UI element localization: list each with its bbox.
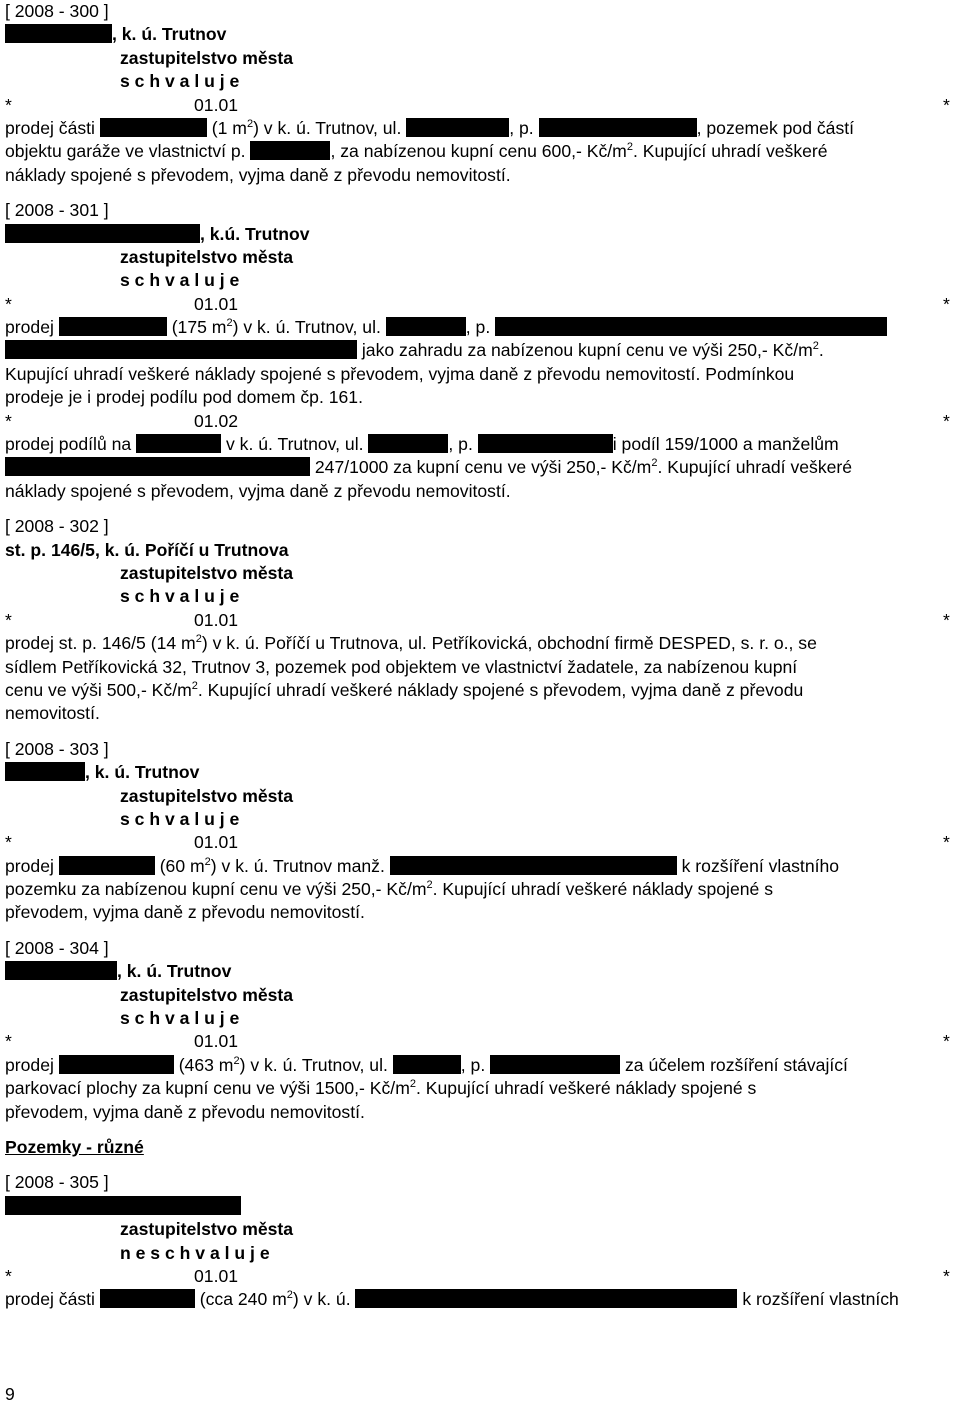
item-text [5,316,960,339]
superscript: 2 [286,1289,293,1302]
text-run: prodej [5,855,59,876]
redaction [5,340,357,359]
item-text: převodem, vyjma daně z převodu nemovitostí. [5,1101,365,1122]
text-run: . Kupující uhradí veškeré [657,457,853,478]
text-run: . Kupující uhradí veškeré náklady spojené s [432,879,773,900]
text-run: , p. [460,1054,491,1075]
superscript: 2 [233,1054,240,1067]
item-number: 01.02 [194,410,239,431]
item-text [5,1077,960,1100]
section-subject: st. p. 146/5, k. ú. Poříčí u Trutnova [5,539,289,560]
redaction [406,118,509,137]
resolution-verb: s c h v a l u j e [120,1008,240,1029]
redaction [5,457,310,476]
item-number: 01.01 [194,609,239,630]
council-label: zastupitelstvo města [120,47,294,68]
redaction [5,224,200,243]
text-run: (1 m [211,117,247,138]
superscript: 2 [409,1078,416,1091]
redaction [59,856,155,875]
text-run: , p. [448,434,478,455]
council-label: zastupitelstvo města [120,246,294,267]
superscript: 2 [651,457,658,470]
text-run: , pozemek pod částí [696,117,855,138]
section-ref: [ 2008 - 300 ] [5,1,109,21]
star-marker: * [943,609,950,630]
text-run: ) v k. ú. Trutnov, ul. [232,317,386,338]
section-heading: Pozemky - různé [5,1136,144,1157]
star-marker: * [5,1031,12,1052]
star-marker: * [5,1265,12,1286]
section-subject [5,1195,960,1218]
item-text: Kupující uhradí veškeré náklady spojené s převodem, vyjma daně z převodu nemovitostí. Podmínkou [5,363,795,384]
item-number-row [5,293,960,316]
text-run: (463 m [178,1054,234,1075]
item-text: převodem, vyjma daně z převodu nemovitostí. [5,902,365,923]
redaction [478,434,613,453]
resolution-verb: s c h v a l u j e [120,808,240,829]
redaction [5,24,112,43]
redaction [5,1196,241,1215]
redaction [393,1055,461,1074]
text-run: v k. ú. Trutnov, ul. [225,434,369,455]
superscript: 2 [426,879,433,892]
text-run: , p. [465,317,496,338]
redaction [5,762,85,781]
star-marker: * [5,410,12,431]
text-run: prodej [5,317,59,338]
text-run: prodej části [5,117,100,138]
text-run: , za nabízenou kupní cenu 600,- Kč/m [330,141,627,162]
section-subject [5,960,960,983]
resolution-verb: n e s c h v a l u j e [120,1242,270,1263]
item-number: 01.01 [194,1265,239,1286]
text-run: ) v k. ú. Trutnov, ul. [253,117,407,138]
text-run: cenu ve výši 500,- Kč/m [5,679,192,700]
text-run: prodej st. p. 146/5 (14 m [5,633,196,654]
item-text [5,1288,960,1311]
text-run: parkovací plochy za kupní cenu ve výši 1500,- Kč/m [5,1078,410,1099]
redaction [490,1055,620,1074]
superscript: 2 [191,679,198,692]
item-text [5,878,960,901]
text-run: ) v k. ú. Trutnov, ul. [239,1054,393,1075]
redaction [5,961,117,980]
text-run: k rozšíření vlastních [742,1289,899,1310]
section-ref: [ 2008 - 305 ] [5,1172,109,1193]
redaction [390,856,677,875]
resolution-verb: s c h v a l u j e [120,586,240,607]
item-text: sídlem Petříkovická 32, Trutnov 3, pozemek pod objektem ve vlastnictví žadatele, za nabízenou kupní [5,656,798,677]
superscript: 2 [195,633,202,646]
text-run: 247/1000 za kupní cenu ve výši 250,- Kč/m [314,457,652,478]
text-run: . Kupující uhradí veškeré náklady spojené s převodem, vyjma daně z převodu [197,679,804,700]
star-marker: * [943,94,950,115]
text-run: prodej [5,1054,59,1075]
item-text: nemovitostí. [5,703,100,724]
council-label: zastupitelstvo města [120,1219,294,1240]
text-run: . Kupující uhradí veškeré náklady spojené s [415,1078,757,1099]
text-run: . Kupující uhradí veškeré [632,141,828,162]
text-run: (60 m [159,855,205,876]
superscript: 2 [246,117,254,130]
item-text [5,679,960,702]
redaction [100,1289,195,1308]
redaction [59,317,167,336]
redaction [386,317,466,336]
item-number: 01.01 [194,94,239,115]
item-text [5,140,960,163]
star-marker: * [5,94,12,115]
council-label: zastupitelstvo města [120,984,294,1005]
item-number: 01.01 [194,1031,239,1052]
redaction [100,118,207,137]
superscript: 2 [812,340,819,353]
item-number-row [5,831,960,854]
star-marker: * [5,832,12,853]
item-text [5,433,960,456]
text-run: ) v k. ú. [292,1289,356,1310]
superscript: 2 [226,317,233,330]
item-number-row [5,609,960,632]
text-run: , k. ú. Trutnov [112,24,227,45]
text-run: objektu garáže ve vlastnictví p. [5,141,251,162]
item-text [5,339,960,362]
redaction [368,434,448,453]
text-run: , p. [509,117,539,138]
text-run: pozemku za nabízenou kupní cenu ve výši 250,- Kč/m [5,879,427,900]
section-ref: [ 2008 - 303 ] [5,738,109,759]
text-run: jako zahradu za nabízenou kupní cenu ve výši 250,- Kč/m [361,340,813,361]
item-text: náklady spojené s převodem, vyjma daně z převodu nemovitostí. [5,480,511,501]
item-number-row [5,1265,960,1288]
resolution-verb: s c h v a l u j e [120,71,240,92]
resolution-verb: s c h v a l u j e [120,270,240,291]
text-run: ) v k. ú. Poříčí u Trutnova, ul. Petříkovická, obchodní firmě DESPED, s. r. o., se [201,633,817,654]
document-page [5,0,960,1312]
page-number: 9 [5,1384,15,1404]
text-run: i podíl 159/1000 a manželům [612,434,839,455]
item-text [5,632,960,655]
item-number-row [5,410,960,433]
council-label: zastupitelstvo města [120,785,294,806]
section-ref: [ 2008 - 302 ] [5,516,109,537]
redaction [495,317,887,336]
superscript: 2 [204,855,211,868]
text-run: , k. ú. Trutnov [85,762,200,783]
item-number: 01.01 [194,293,239,314]
section-subject [5,223,960,246]
item-text: náklady spojené s převodem, vyjma daně z převodu nemovitostí. [5,164,511,185]
star-marker: * [943,1031,950,1052]
star-marker: * [943,293,950,314]
item-text [5,1054,960,1077]
redaction [539,118,697,137]
section-subject [5,23,960,46]
text-run: , k. ú. Trutnov [117,961,232,982]
text-run: za účelem rozšíření stávající [625,1054,848,1075]
section-ref: [ 2008 - 304 ] [5,937,109,958]
item-number-row [5,1030,960,1053]
star-marker: * [943,1265,950,1286]
superscript: 2 [626,141,633,154]
star-marker: * [5,609,12,630]
item-text: prodeje je i prodej podílu pod domem čp. 161. [5,387,363,408]
item-number: 01.01 [194,832,239,853]
star-marker: * [943,410,950,431]
council-label: zastupitelstvo města [120,562,294,583]
star-marker: * [943,832,950,853]
text-run: prodej podílů na [5,434,137,455]
section-ref: [ 2008 - 301 ] [5,200,109,221]
redaction [355,1289,737,1308]
item-text [5,456,960,479]
item-text [5,117,960,140]
item-number-row [5,94,960,117]
text-run: prodej části [5,1289,100,1310]
redaction [136,434,221,453]
text-run: k rozšíření vlastního [681,855,840,876]
redaction [59,1055,174,1074]
redaction [250,141,330,160]
section-subject [5,761,960,784]
text-run: ) v k. ú. Trutnov manž. [210,855,390,876]
text-run: , k.ú. Trutnov [200,223,310,244]
item-text [5,855,960,878]
star-marker: * [5,293,12,314]
text-run: . [818,340,824,361]
text-run: (175 m [171,317,227,338]
text-run: (cca 240 m [199,1289,287,1310]
